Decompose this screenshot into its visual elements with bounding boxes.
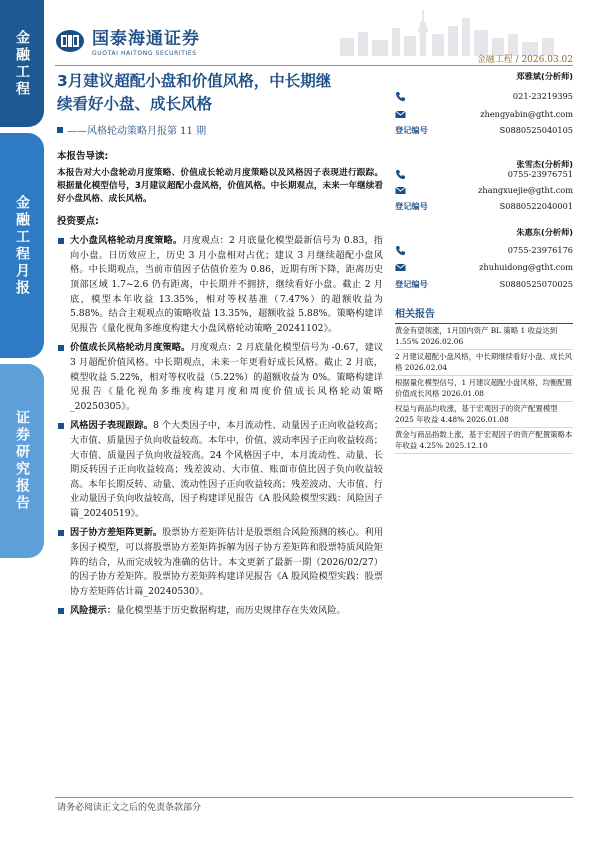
brand-logo <box>55 24 200 57</box>
analyst-phone: 021-23219395 <box>512 91 573 101</box>
point-bold: 风险提示： <box>70 605 116 617</box>
point-text: 量化模型基于历史数据构建，而历史规律存在失效风险。 <box>115 605 346 617</box>
phone-icon <box>395 91 406 102</box>
point-item <box>57 604 383 619</box>
point-bold: 价值成长风格轮动月度策略。 <box>70 342 191 354</box>
points-heading: 投资要点: <box>57 215 99 227</box>
city-skyline-illustration <box>330 8 570 56</box>
analyst-email[interactable]: zhengyabin@gtht.com <box>480 109 573 119</box>
analyst-email-row <box>395 261 573 273</box>
point-item <box>57 234 383 336</box>
point-bold: 风格因子表现跟踪。 <box>70 420 153 432</box>
related-report-item[interactable]: 2 月建议超配小盘风格，中长期继续看好小盘、成长风格 2026.02.04 <box>395 350 573 376</box>
left-sidebar <box>0 0 44 842</box>
point-text: 月度观点：2 月底量化模型信号为 -0.67，建议 3 月超配价值风格。中长期观点，未来一年更看好成长风格。截止 2 月底，模型收益 5.22%，相对等权收益（5.22%）的超额收益为 0%。策略构建详见报告《量化视角多维度构建月度和周度价值成长风格轮动策略_20250305》。 <box>70 342 384 412</box>
logo-icon <box>55 29 85 53</box>
analyst-email[interactable]: zhangxuejie@gtht.com <box>478 185 573 195</box>
report-category-date: 金融工程 / 2026.03.02 <box>476 55 573 65</box>
analyst-email[interactable]: zhuhuidong@gtht.com <box>479 262 573 272</box>
sidebar-report-type-label: 金融工程月报 <box>14 194 30 297</box>
related-report-item[interactable]: 黄金有望领涨，1月国内资产 BL 策略 1 收益达到 1.55% 2026.02.06 <box>395 324 573 350</box>
email-icon <box>395 109 406 120</box>
report-title: 3月建议超配小盘和价值风格，中长期继续看好小盘、成长风格 <box>57 72 332 113</box>
sidebar-block-category <box>0 0 44 127</box>
point-item <box>57 341 383 414</box>
email-icon <box>395 185 406 196</box>
analyst-reg-row <box>395 200 573 212</box>
subtitle-text: ——风格轮动策略月报第 11 期 <box>67 126 207 137</box>
point-bold: 因子协方差矩阵更新。 <box>70 527 163 539</box>
guide-heading: 本报告导读: <box>57 151 109 162</box>
report-subtitle <box>57 122 206 137</box>
related-report-item[interactable]: 黄金与商品指数上涨，基于宏观因子的资产配置策略本年收益 4.25% 2025.12.10 <box>395 428 573 454</box>
analyst-phone-row <box>395 244 573 256</box>
point-text: 股票协方差矩阵估计是股票组合风险预测的核心。利用多因子模型，可以将股票协方差矩阵拆解为因子协方差矩阵和股票特质风险矩阵的结合，从而完成较为准确的估计。本文更新了最新一期（2026/02/27）的因子协方差矩阵。股票协方差矩阵构建详见报告《A 股风险模型实践：股票协方差矩阵估计篇_20240530》。 <box>70 527 384 597</box>
analyst-reg-row <box>395 124 573 136</box>
sidebar-report-kind-label: 证券研究报告 <box>14 410 30 512</box>
phone-icon <box>395 245 406 256</box>
related-report-item[interactable]: 权益与商品均收涨，基于宏观因子的资产配置模型 2025 年收益 4.48% 2026.01.08 <box>395 402 573 428</box>
analyst-reg-number: S0880525070025 <box>499 279 573 289</box>
analyst-phone: 0755-23976751 <box>507 169 573 179</box>
phone-icon <box>395 169 406 180</box>
point-text: 8 个大类因子中，本月流动性、动量因子正向收益较高；大市值、质量因子负向收益较高。本年中，价值、波动率因子正向收益较高；大市值、质量因子负向收益较高。24 个风格因子中，本月流动性、动量、长期反转因子正向收益较高；残差波动、大市值、账面市值比因子负向收益较高。本年长期反转、动量、流动性因子正向收益较高；残差波动、大市值、行业动量因子负向收益较高，因子构建详见报告《A 股风险模型实践：风险因子篇_20240519》。 <box>70 420 384 519</box>
point-item <box>57 419 383 521</box>
email-icon <box>395 262 406 273</box>
point-text: 月度观点：2 月底量化模型最新信号为 0.83，指向小盘。日历效应上，历史 3 月小盘相对占优；建议 3 月继续超配小盘风格。中长期观点，当前市值因子估值价差为 0.86，近期有所下降，距离历史顶部区域 1.7~2.6 仍有距离，中长期并不拥挤，继续看好小盘。截止 2 月底，模型本年收益 13.35%，相对等权基准（7.47%）的超额收益为 5.88%。结合主观观点的策略收益 13.35%，超额收益 5.88%。策略构建详见报告《量化视角多维度构建大小盘风格轮动策略_20241102》。 <box>70 235 383 334</box>
analyst-phone-row <box>395 90 573 102</box>
analyst-reg-row <box>395 278 573 290</box>
analyst-name: 张雪杰(分析师) <box>516 158 573 169</box>
analyst-phone: 0755-23976176 <box>507 245 573 255</box>
analyst-reg-number: S0880522040001 <box>499 201 573 211</box>
subtitle-marker <box>57 127 63 133</box>
guide-text: 本报告对大小盘轮动月度策略、价值成长轮动月度策略以及风格因子表现进行跟踪。根据量化模型信号，3月建议超配小盘风格，价值风格。中长期观点，未来一年继续看好小盘风格、成长风格。 <box>57 167 383 204</box>
analyst-name: 朱惠东(分析师) <box>516 226 573 237</box>
sidebar-block-report-type <box>0 133 44 358</box>
sidebar-block-report-kind <box>0 364 44 558</box>
reg-number-label: 登记编号 <box>395 278 428 289</box>
header-divider <box>55 65 573 66</box>
analyst-name: 郑雅斌(分析师) <box>516 70 573 81</box>
main-content <box>57 150 383 624</box>
point-bold: 大小盘风格轮动月度策略。 <box>70 235 183 247</box>
analyst-phone-row <box>395 168 573 180</box>
logo-name-en: GUOTAI HAITONG SECURITIES <box>92 50 197 57</box>
logo-name-cn: 国泰海通证券 <box>92 29 200 49</box>
point-item <box>57 526 383 599</box>
analyst-name-row <box>395 226 573 238</box>
analyst-reg-number: S0880525040105 <box>499 125 573 135</box>
footer-divider <box>55 797 573 798</box>
related-reports-heading: 相关报告 <box>395 305 573 324</box>
analyst-email-row <box>395 184 573 196</box>
reg-number-label: 登记编号 <box>395 124 428 135</box>
related-report-item[interactable]: 根据量化模型信号，1 月建议超配小盘风格，均衡配置价值成长风格 2026.01.08 <box>395 376 573 402</box>
reg-number-label: 登记编号 <box>395 200 428 211</box>
related-reports <box>395 305 573 454</box>
sidebar-category-label: 金融工程 <box>14 29 30 98</box>
analyst-name-row <box>395 70 573 82</box>
disclaimer-notice: 请务必阅读正文之后的免责条款部分 <box>57 803 202 813</box>
analyst-email-row <box>395 108 573 120</box>
